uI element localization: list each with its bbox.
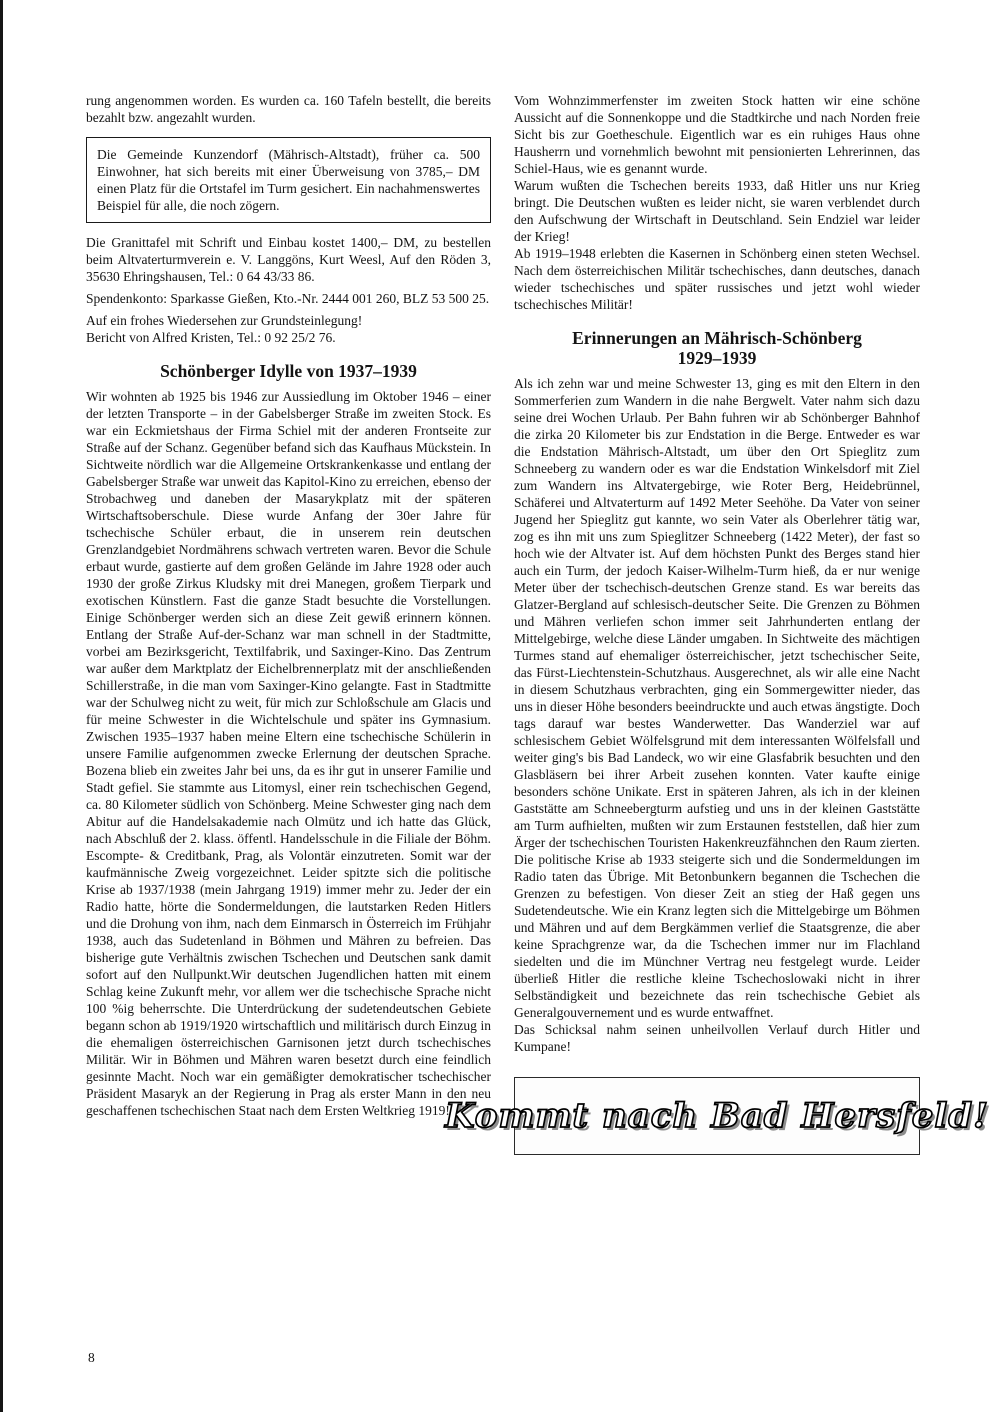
banner-box — [444, 1077, 990, 1155]
left-column — [86, 92, 491, 1155]
paragraph-kasernen: Ab 1919–1948 erlebten die Kasernen in Schönberg einen steten Wechsel. Nach dem österreichischen Militär tschechisches, dann deutsches, danach wieder tschechisches und später russisches und jetzt wohl wieder tschechisches Militär! — [514, 246, 920, 312]
note-box-text: Die Gemeinde Kunzendorf (Mährisch-Altstadt), früher ca. 500 Einwohner, hat sich bereits mit einer Überweisung von 3785,– DM einen Platz für die Ortstafel im Turm gesichert. Ein nachahmenswertes Beispiel für alle, die noch zögern. — [97, 147, 480, 213]
paragraph-intro: rung angenommen worden. Es wurden ca. 160 Tafeln bestellt, die bereits bezahlt bzw. angezahlt wurden. — [86, 93, 491, 125]
article-heading-erinnerungen — [514, 328, 920, 368]
heading-line-1: Erinnerungen an Mährisch-Schönberg — [572, 328, 862, 348]
heading-line-2: 1929–1939 — [677, 348, 757, 368]
paragraph-granittafel: Die Granittafel mit Schrift und Einbau kostet 1400,– DM, zu bestellen beim Altvaterturmverein e. V. Langgöns, Kurt Weesl, Auf den Röden 3, 35630 Ehringshausen, Tel.: 0 64 43/33 86. — [86, 235, 491, 284]
paragraph-closing-lines — [86, 312, 491, 346]
note-box — [86, 137, 491, 223]
scan-edge-artifact — [0, 0, 3, 1412]
bericht-line: Bericht von Alfred Kristen, Tel.: 0 92 25/2 76. — [86, 330, 336, 345]
paragraph-wohnzimmerfenster: Vom Wohnzimmerfenster im zweiten Stock hatten wir eine schöne Aussicht auf die Sonnenkoppe und die Stadtkirche und nach Norden freie Sicht bis zur Goetheschule. Eigentlich war es ein ruhiges Haus ohne Hausherrn und vornehmlich bewohnt mit pensionierten Lehrerinnen, das Schiel-Haus, wie es genannt wurde. — [514, 93, 920, 176]
banner-text: Kommt nach Bad Hersfeld! — [444, 1096, 990, 1136]
paragraph-schicksal: Das Schicksal nahm seinen unheilvollen Verlauf durch Hitler und Kumpane! — [514, 1022, 920, 1054]
page-number: 8 — [88, 1350, 95, 1365]
paragraph-warum-wussten: Warum wußten die Tschechen bereits 1933, daß Hitler uns nur Krieg bringt. Die Deutschen wußten es leider nicht, sie waren verblendet durch den Aufschwung der Wirtschaft in Deutschland. Sein Endziel war leider der Krieg! — [514, 178, 920, 244]
article-heading-idylle: Schönberger Idylle von 1937–1939 — [160, 361, 417, 381]
right-column — [444, 92, 990, 1155]
wiedersehen-line: Auf ein frohes Wiedersehen zur Grundsteinlegung! — [86, 313, 363, 328]
article-body-erinnerungen: Als ich zehn war und meine Schwester 13, ging es mit den Eltern in den Sommerferien zum Wandern in die nahe Bergwelt. Vater nahm sich dazu seine drei Wochen Urlaub. Per Bahn fuhren wir ab Schönberger Bahnhof die zirka 20 Kilometer bis zur Endstation in die Berge. Entweder es war die Endstation Mährisch-Altstadt, um über den Ort Spieglitz zum Schneeberg zu wandern oder es war die Endstation Winkelsdorf mit Ziel zum Wandern ins Altvatergebirge, wie Roter Berg, Heidebrünnel, Schäferei und Altvaterturm auf 1492 Meter Seehöhe. Da Vater von seiner Jugend her Spieglitz gut kannte, wo sein Vater als Oberlehrer tätig war, zog es ihn mit uns zum Spieglitzer Schneeberg (1422 Meter), der fast so hoch wie der Altvater ist. Auf dem höchsten Punkt des Berges stand hier auch ein Turm, der jedoch Kaiser-Wilhelm-Turm hieß, da er nur wenige Meter über der tschechisch-deutschen Grenze stand. Es war bereits das Glatzer-Bergland auf schlesisch-deutscher Seite. Die Grenzen zu Böhmen und Mähren verliefen schon immer seit Jahrhunderten entlang der Mittelgebirge, welche diese Länder umgaben. In Sichtweite des mächtigen Turmes stand auf ehemaliger österreichischer, jetzt tschechischer Seite, das Fürst-Liechtenstein-Schutzhaus. Ausgerechnet, als wir alle eine Nacht in diesem Schutzhaus verbrachten, ging ein Sommergewitter nieder, das uns in dieser Höhe besonders beeindruckte und auch etwas ängstigte. Doch tags darauf war bestes Wanderwetter. Das Wanderziel war auf schlesischem Gebiet Wölfelsgrund mit dem interessanten Wölfelsfall und weiter ging's bis Bad Landeck, wo wir eine Glasfabrik besuchten und den Glasbläsern bei ihrer Arbeit zusehen konnten. Vater kaufte einige besonders schöne Unikate. Erst in späteren Jahren, als ich in der kleinen Gaststätte am Schneebergturm aufstieg und uns in der kleinen Gaststätte am Turm aufhielten, mußten wir zum Erstaunen feststellen, daß hier zum Ärger der tschechischen Touristen Hakenkreuzfähnchen den Raum zierten. Die politische Krise ab 1933 steigerte sich und die Sondermeldungen im Radio taten das Übrige. Mit Betonbunkern begannen die Tschechen die Grenzen zu befestigen. Von dieser Zeit an stieg der Haß gegen uns Sudetendeutsche. Wie ein Kranz legten sich die Mittelgebirge um Böhmen und Mähren und auf dem Bergkämmen verlief die Staatsgrenze, die aber keine Sprachgrenze war, da die Tschechen immer nur im Flachland siedelten und die im Münchner Vertrag neu festgelegt wurde. Leider überließ Hitler die restliche kleine Tschechoslowaki nicht in ihrer Selbständigkeit und bezeichnete das rein tschechische Gebiet als Generalgouvernement und es wurde entwaffnet. — [514, 376, 921, 1020]
article-body-idylle: Wir wohnten ab 1925 bis 1946 zur Aussiedlung im Oktober 1946 – einer der letzten Transporte – in der Gabelsberger Straße im zweiten Stock. Es war ein Eckmietshaus der Firma Schiel mit der anderen Frontseite zur Straße auf der Schanz. Gegenüber befand sich das Kaufhaus Mückstein. In Sichtweite nördlich war die Allgemeine Ortskrankenkasse und entlang der Gabelsberger Straße war unweit das Kapitol-Kino zu erreichen, ebenso der Strobachweg und daneben der Masarykplatz mit der späteren Wirtschaftsoberschule. Diese wurde Anfang der 30er Jahre für tschechische Schüler erbaut, die in unserem rein deutschen Grenzlandgebiet Nordmährens schwach vertreten waren. Bevor die Schule erbaut wurde, gastierte auf dem großen Gelände im Jahre 1928 oder auch 1930 der große Zirkus Kludsky mit drei Manegen, großem Tierpark und exotischen Künstlern. Fast die ganze Stadt besuchte die Vorstellungen. Einige Schönberger werden sich an diese Zeit gewiß erinnern können. Entlang der Straße Auf-der-Schanz war man schnell in der Stadtmitte, vorbei am Bezirksgericht, Textilfabrik, und Saxinger-Kino. Das Zentrum war außer dem Marktplatz der Eichelbrennerplatz mit der anschließenden Schillerstraße, in die man vom Saxinger-Kino gelangte. Fast in Stadtmitte war der Schulweg nicht zu weit, für mich zur Schloßschule am Glacis und für meine Schwester in die Wichtelschule und später ins Gymnasium. Zwischen 1935–1937 haben meine Eltern eine tschechische Schülerin in unsere Familie aufgenommen zwecke Erlernung der deutschen Sprache. Bozena blieb ein zweites Jahr bei uns, da es ihr gut in unserer Familie und Stadt gefiel. Sie stammte aus Litomysl, einer rein tschechischen Gegend, ca. 80 Kilometer südlich von Schönberg. Meine Schwester ging nach dem Abitur auf die Handelsakademie nach Olmütz und ich hatte das Glück, nach Abschluß der 2. klass. öffentl. Handelsschule in die Filiale der Böhm. Escompte- & Creditbank, Prag, als Volontär einzutreten. Somit war der kaufmännische Zweig vorgezeichnet. Leider spitzte sich die politische Krise ab 1937/1938 (mein Jahrgang 1919) immer mehr zu. Jeder der ein Radio hatte, hörte die Sondermeldungen, die lautstarken Reden Hitlers und die Drohung von ihm, nach dem Einmarsch in Österreich im Frühjahr 1938, auch das Sudetenland in Böhmen und Mähren zu befreien. Das bisherige gute Verhältnis zwischen Tschechen und Deutschen sank damit sofort auf den Nullpunkt.Wir deutschen Jugendlichen hatten mit einem Schlag keine Zukunft mehr, vor allem wer die tschechische Sprache nicht 100 %ig beherrschte. Die Unterdrückung der sudetendeutschen Gebiete begann schon ab 1919/1920 wirtschaftlich und militärisch durch Einzug in die ehemaligen österreichischen Garnisonen jetzt durch tschechisches Militär. Wir in Böhmen und Mähren waren besetzt durch eine feindlich gesinnte Macht. Noch war ein gemäßigter demokratischer tschechischer Präsident Masaryk an der Regierung in Prag als erster Mann in den neu geschaffenen tschechischen Staat nach dem Ersten Weltkrieg 1919! — [86, 389, 491, 1118]
paragraph-spendenkonto: Spendenkonto: Sparkasse Gießen, Kto.-Nr. 2444 001 260, BLZ 53 500 25. — [86, 291, 490, 306]
